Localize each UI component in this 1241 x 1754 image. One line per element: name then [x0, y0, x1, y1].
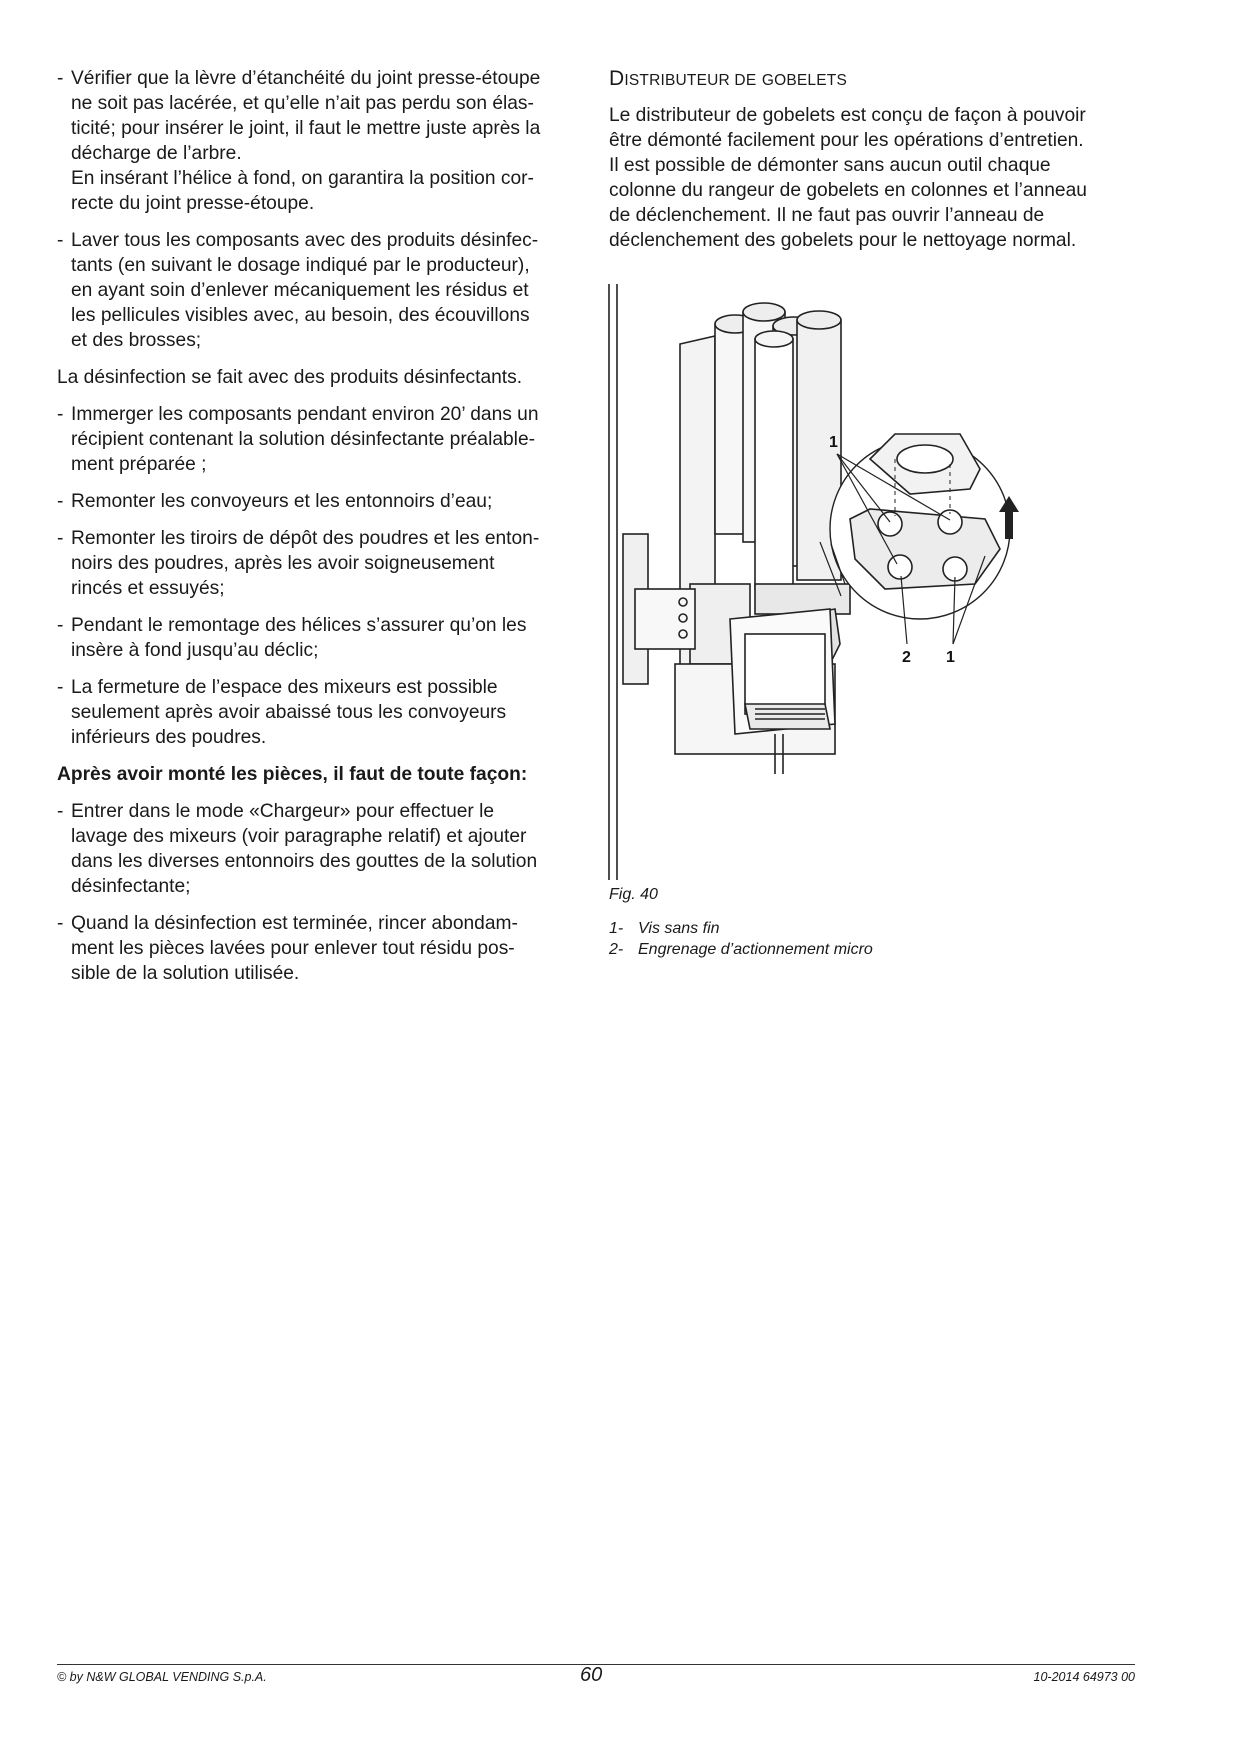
bullet-item-rincer [57, 911, 577, 986]
text-line: insère à fond jusqu’au déclic; [71, 640, 319, 661]
text-line: Vérifier que la lèvre d’étanchéité du joint presse-étoupe [71, 68, 541, 89]
text-line: Remonter les convoyeurs et les entonnoirs d’eau; [71, 491, 493, 512]
legend-item [609, 918, 873, 939]
bullet-dash: - [57, 677, 64, 698]
bullet-dash: - [57, 913, 64, 934]
footer-copyright: © by N&W GLOBAL VENDING S.p.A. [57, 1670, 267, 1684]
heading-rest: ISTRIBUTEUR DE [624, 72, 757, 89]
right-column [609, 66, 1129, 253]
text-line: désinfectante; [71, 876, 191, 897]
legend-text: Engrenage d’actionnement micro [638, 941, 873, 958]
left-column [57, 66, 577, 998]
page-number: 60 [580, 1664, 603, 1686]
bullet-item-joint [57, 66, 577, 216]
text-line: Le distributeur de gobelets est conçu de façon à pouvoir [609, 105, 1086, 126]
text-line: inférieurs des poudres. [71, 727, 267, 748]
callout-label: 1 [946, 649, 955, 666]
heading-rest: GOBELETS [761, 72, 847, 89]
callout-label: 1 [829, 434, 838, 451]
text-line: Quand la désinfection est terminée, rincer abondam- [71, 913, 518, 934]
paragraph-desinfection: La désinfection se fait avec des produits désinfectants. [57, 367, 523, 388]
bullet-dash: - [57, 404, 64, 425]
text-line: Laver tous les composants avec des produits désinfec- [71, 230, 539, 251]
text-line: ment les pièces lavées pour enlever tout résidu pos- [71, 938, 515, 959]
section-heading [609, 66, 1129, 93]
bullet-item-laver [57, 228, 577, 353]
legend-number: 1- [609, 920, 624, 937]
bullet-dash: - [57, 491, 64, 512]
bullet-item-fermeture [57, 675, 577, 750]
text-line: En insérant l’hélice à fond, on garantira la position cor- [71, 168, 534, 189]
bullet-dash: - [57, 68, 64, 89]
bullet-item-helices [57, 613, 577, 663]
text-line: Pendant le remontage des hélices s’assurer qu’on les [71, 615, 527, 636]
text-line: La fermeture de l’espace des mixeurs est possible [71, 677, 498, 698]
text-line: Il est possible de démonter sans aucun outil chaque [609, 155, 1051, 176]
bullet-item-immerger [57, 402, 577, 477]
text-line: seulement après avoir abaissé tous les convoyeurs [71, 702, 507, 723]
text-line: ment préparée ; [71, 454, 207, 475]
bullet-item-chargeur [57, 799, 577, 899]
text-line: en ayant soin d’enlever mécaniquement les résidus et [71, 280, 529, 301]
text-line: déclenchement des gobelets pour le nettoyage normal. [609, 230, 1077, 251]
callout-label: 2 [902, 649, 911, 666]
bullet-item-tiroirs [57, 526, 577, 601]
text-line: de déclenchement. Il ne faut pas ouvrir l’anneau de [609, 205, 1045, 226]
bullet-item-convoyeurs [57, 489, 577, 514]
legend-text: Vis sans fin [638, 920, 720, 937]
bullet-dash: - [57, 615, 64, 636]
cup-dispenser-illustration [605, 284, 1135, 884]
text-line: noirs des poudres, après les avoir soigneusement [71, 553, 495, 574]
text-line: lavage des mixeurs (voir paragraphe relatif) et ajouter [71, 826, 527, 847]
text-line: décharge de l’arbre. [71, 143, 242, 164]
text-line: Remonter les tiroirs de dépôt des poudres et les enton- [71, 528, 540, 549]
text-line: dans les diverses entonnoirs des gouttes de la solution [71, 851, 538, 872]
text-line: tants (en suivant le dosage indiqué par le producteur), [71, 255, 530, 276]
footer-doc-code: 10-2014 64973 00 [1033, 1670, 1135, 1684]
text-line: et des brosses; [71, 330, 202, 351]
legend-number: 2- [609, 941, 624, 958]
text-line: les pellicules visibles avec, au besoin, des écouvillons [71, 305, 530, 326]
figure-legend [609, 918, 873, 960]
text-line: récipient contenant la solution désinfectante préalable- [71, 429, 536, 450]
bullet-dash: - [57, 230, 64, 251]
bold-heading: Après avoir monté les pièces, il faut de toute façon: [57, 764, 528, 785]
text-line: rincés et essuyés; [71, 578, 225, 599]
cup-dispenser-figure [605, 284, 1135, 884]
bullet-dash: - [57, 528, 64, 549]
legend-item [609, 939, 873, 960]
bullet-dash: - [57, 801, 64, 822]
text-line: Entrer dans le mode «Chargeur» pour effectuer le [71, 801, 495, 822]
text-line: recte du joint presse-étoupe. [71, 193, 315, 214]
figure-caption: Fig. 40 [609, 886, 658, 903]
heading-initial: D [609, 67, 625, 90]
text-line: ne soit pas lacérée, et qu’elle n’ait pas perdu son élas- [71, 93, 534, 114]
text-line: ticité; pour insérer le joint, il faut le mettre juste après la [71, 118, 541, 139]
text-line: colonne du rangeur de gobelets en colonnes et l’anneau [609, 180, 1087, 201]
text-line: être démonté facilement pour les opérations d’entretien. [609, 130, 1084, 151]
text-line: sible de la solution utilisée. [71, 963, 300, 984]
text-line: Immerger les composants pendant environ 20’ dans un [71, 404, 539, 425]
